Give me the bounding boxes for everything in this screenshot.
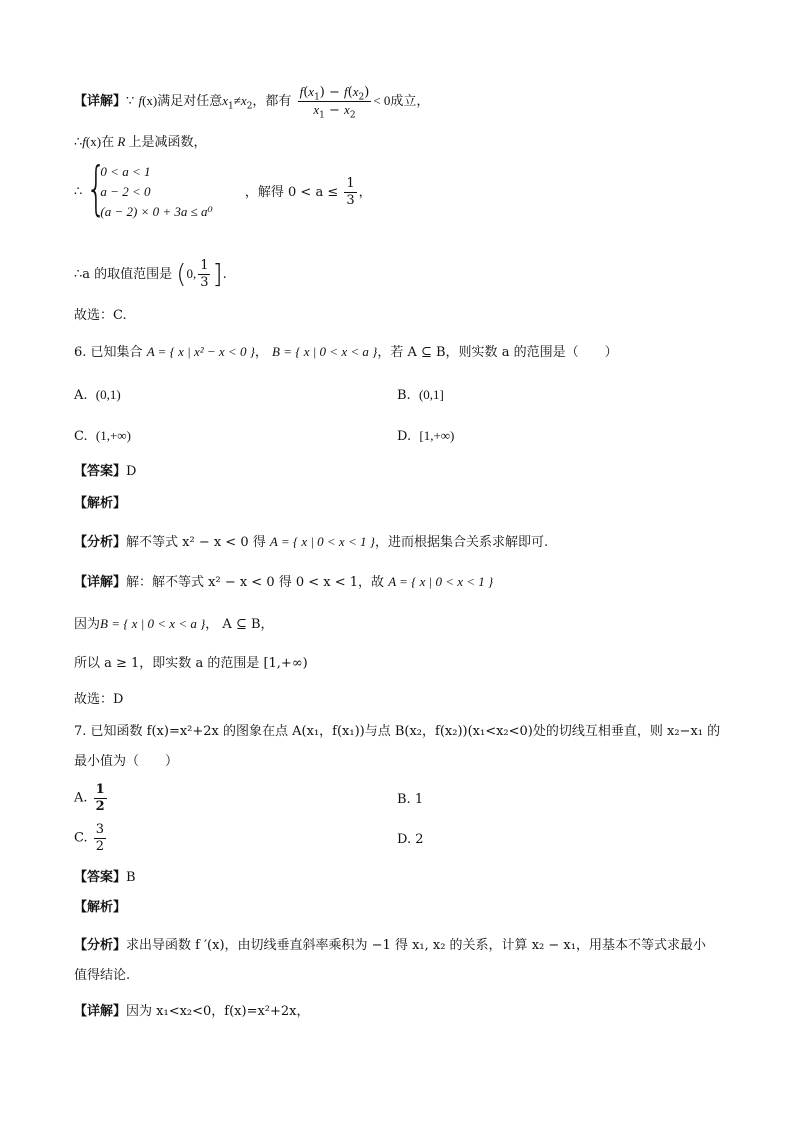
therefore-symbol-2: ∴ [74, 184, 83, 200]
detail-system [74, 154, 372, 222]
q6-option-d[interactable]: D. [1,+∞) [397, 428, 455, 444]
answer-tag-2: 【答案】 [74, 870, 127, 885]
therefore-symbol: ∴ [74, 135, 83, 150]
q6-so: 所以 a ≥ 1，即实数 a 的范围是 [1,+∞) [74, 656, 308, 671]
answer-tag: 【答案】 [74, 464, 127, 479]
q7-stem-1: 7. 已知函数 f(x)=x²+2x 的图象在点 A(x₁，f(x₁))与点 B(x₂，f(x₂))(x₁<x₂<0)处的切线互相垂直，则 x₂−x₁ 的 [74, 724, 721, 739]
detail-range: ∴a 的取值范围是 (0, $\frac{1}{3}$ ]. [74, 258, 227, 290]
detail-set: A = { x | 0 < x < 1 } [388, 574, 494, 589]
system-row-1: 0 < a < 1 [100, 164, 151, 179]
detail-line-2: ∴f(x)在 R 上是减函数， [74, 134, 207, 150]
because-symbol: ∵ [126, 94, 135, 109]
inequality-system: { 0 < a < 1 a − 2 < 0 (a − 2) × 0 + 3a ≤ a⁰ [86, 154, 213, 222]
q6-option-b[interactable]: B. (0,1] [397, 387, 444, 403]
q7-detail-text: 因为 x₁<x₂<0，f(x)=x²+2x， [126, 1004, 310, 1019]
q7-option-b[interactable]: B. 1 [397, 792, 424, 807]
q6-detail [74, 572, 493, 593]
q7-option-d[interactable]: D. 2 [397, 832, 424, 847]
q7-option-c-fraction: $\frac{3}{2}$ [95, 822, 105, 854]
analysis-tag-2: 【分析】 [74, 938, 127, 953]
q7-analysis-1 [74, 936, 706, 956]
range-text: ∴a 的取值范围是 [74, 267, 173, 282]
choose-c: 故选：C. [74, 308, 127, 323]
comma: ， [358, 184, 372, 200]
q6-because [74, 614, 274, 635]
q6-stem [74, 342, 618, 363]
period: . [222, 267, 227, 282]
analysis-tag: 【分析】 [74, 535, 127, 550]
text-on: 在 [101, 135, 115, 150]
q7-analysis-2: 值得结论. [74, 968, 131, 983]
because-set: B = { x | 0 < x < a } [100, 616, 206, 631]
q7-analysis-text: 求出导函数 f ′(x)，由切线垂直斜率乘积为 −1 得 x₁, x₂ 的关系，计算 x₂ − x₁，用基本不等式求最小 [126, 938, 706, 953]
text-holds: 成立， [390, 94, 430, 109]
less-than-zero: < 0 [373, 93, 391, 108]
q6-stem-start: 6. 已知集合 [74, 345, 143, 360]
q7-jiexi: 【解析】 [74, 900, 127, 915]
q6-analysis [74, 532, 548, 553]
detail-line-1: 【详解】∵ f(x)满足对任意$x_1\ne x_2$，都有 $\frac{f(x_1) - f(x_2)}{x_1 - x_2}$ < 0成立， [74, 84, 430, 121]
q6-jiexi: 【解析】 [74, 496, 127, 511]
detail-tag-2: 【详解】 [74, 575, 127, 590]
q6-comma: ， [254, 345, 268, 360]
q7-answer [74, 868, 136, 888]
because-text-2: ， A ⊆ B， [205, 617, 274, 632]
fraction-one-third: $\frac{1}{3}$ [346, 175, 355, 208]
fx-expr: f [138, 93, 143, 108]
answer-value: D [126, 464, 137, 479]
q7-detail [74, 1002, 310, 1022]
analysis-text-1: 解不等式 x² − x < 0 得 [126, 535, 266, 550]
q6-set-b: B = { x | 0 < x < a } [272, 344, 378, 359]
q6-stem-end: ，若 A ⊆ B，则实数 a 的范围是（ ） [377, 345, 618, 360]
difference-quotient: $\frac{f(x_1) - f(x_2)}{x_1 - x_2}$ [299, 84, 370, 121]
detail-tag-3: 【详解】 [74, 1004, 127, 1019]
analysis-text-2: ，进而根据集合关系求解即可. [374, 535, 549, 550]
q6-option-c[interactable]: C. (1,+∞) [74, 428, 131, 444]
answer-value-2: B [126, 870, 136, 885]
analysis-set: A = { x | 0 < x < 1 } [269, 534, 375, 549]
q6-answer [74, 462, 136, 482]
q6-option-a[interactable]: A. (0,1) [74, 387, 121, 403]
text-decreasing: 上是减函数， [128, 135, 207, 150]
q6-set-a: A = { x | x² − x < 0 } [146, 344, 255, 359]
q7-option-a-fraction: $\frac{1}{2}$ [95, 782, 105, 814]
system-row-3: (a − 2) × 0 + 3a ≤ a⁰ [100, 204, 213, 219]
system-row-2: a − 2 < 0 [100, 184, 151, 199]
because-text: 因为 [74, 617, 101, 632]
q7-stem-2: 最小值为（ ） [74, 754, 179, 769]
detail-tag: 【详解】 [74, 94, 127, 109]
detail-text: 解：解不等式 x² − x < 0 得 0 < x < 1，故 [126, 575, 385, 590]
text-always: ，都有 [252, 94, 292, 109]
fraction-one-third-2: $\frac{1}{3}$ [200, 258, 209, 290]
q7-option-c[interactable]: C. $\frac{3}{2}$ [74, 822, 105, 854]
solve-text: ，解得 0 < a ≤ [244, 184, 339, 200]
q7-option-a[interactable]: A. $\frac{1}{2}$ [74, 782, 105, 814]
text-satisfy: 满足对任意 [157, 94, 223, 109]
q6-choose: 故选：D [74, 692, 124, 707]
